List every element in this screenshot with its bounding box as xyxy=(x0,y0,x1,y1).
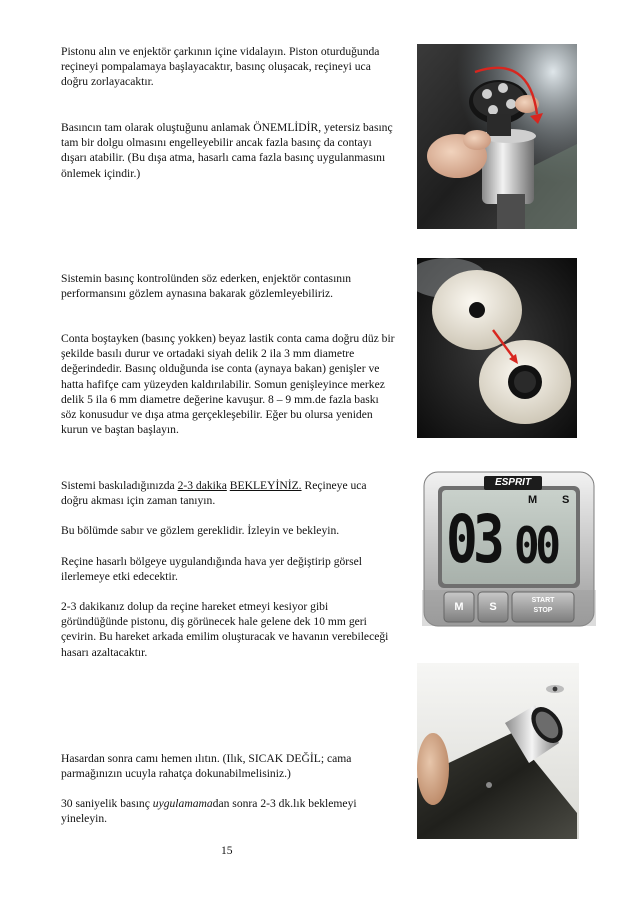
paragraph-piston-screw: Pistonu alın ve enjektör çarkının içine vidalayın. Piston oturduğunda reçineyi pompalamaya başlayacaktır, basınç oluşacak, reçineyi uca doğru zorlayacaktır. xyxy=(61,45,380,89)
paragraph-seal-behavior: Conta boştayken (basınç yokken) beyaz lastik conta cama doğru düz bir şekilde basılı durur ve ortadaki siyah delik 2 ila 3 mm diametre değerindedir. Basınç olduğunda ise conta (aynaya bakan) genişler ve hatta hafifçe cam yüzeyden kaldırılabilir. Somun genişleyince merkez delik 5 ila 6 mm diametre değerine kavuşur. 8 – 9 mm.de fazla baskı söz konusudur ve dışa atma gerçekleşebilir. Eğer bu olursa yeniden kurun ve baştan başlayın. xyxy=(61,332,395,437)
timer-seconds-digits: 00 xyxy=(514,517,557,575)
text-segment: dan sonra 2-3 dk.lık beklemeyi yineleyin. xyxy=(61,797,357,826)
page-number: 15 xyxy=(221,844,233,857)
paragraph-seal-observation: Sistemin basınç kontrolünden söz ederken, enjektör contasının performansını gözlem aynasına bakarak gözlemleyebiliriz. xyxy=(61,272,352,301)
timer-brand-label: ESPRIT xyxy=(494,477,532,488)
text-segment: 30 saniyelik basınç xyxy=(61,797,153,810)
underlined-wait: BEKLEYİNİZ. xyxy=(229,479,302,492)
photo-piston-injector xyxy=(417,44,577,229)
timer-second-button[interactable]: S xyxy=(489,601,497,613)
photo-seal-mirror xyxy=(417,258,577,438)
paragraph-warm-glass: Hasardan sonra camı hemen ılıtın. (Ilık, SICAK DEĞİL; cama parmağınızın ucuyla rahatça dokunabilmelisiniz.) xyxy=(61,752,352,781)
start-label: START xyxy=(531,597,555,604)
paragraph-repeat-wait xyxy=(61,796,396,826)
timer-start-stop-button[interactable] xyxy=(512,596,574,616)
timer-minutes-digits: 03 xyxy=(446,501,500,578)
text-segment: Sistemi baskıladığınızda xyxy=(61,479,178,492)
timer-s-indicator: S xyxy=(562,494,570,506)
paragraph-pressure-importance: Basıncın tam olarak oluştuğunu anlamak ÖNEMLİDİR, yetersiz basınç tam bir dolgu olmasını engelleyebilir ancak fazla basınç da contayı dışarı atabilir. (Bu dışa atma, hasarlı cama fazla basınç uygulanmasını önlemek içindir.) xyxy=(61,121,393,180)
paragraph-air-displacement: Reçine hasarlı bölgeye uygulandığında hava yer değiştirip görsel ilerlemeye etki edecektir. xyxy=(61,555,363,584)
paragraph-wait-minutes xyxy=(61,478,391,508)
timer-minute-button[interactable]: M xyxy=(454,601,464,613)
paragraph-patience: Bu bölümde sabır ve gözlem gereklidir. İzleyin ve bekleyin. xyxy=(61,524,340,537)
stop-label: STOP xyxy=(533,607,553,614)
text-segment: Reçineye uca doğru akması için zaman tanıyın. xyxy=(61,479,367,508)
italic-term: uygulamama xyxy=(152,797,213,810)
photo-timer xyxy=(422,470,596,628)
photo-injector-tip xyxy=(417,663,579,839)
paragraph-reverse-piston: 2-3 dakikanız dolup da reçine hareket etmeyi kesiyor gibi göründüğünde pistonu, diş görünecek hale gelene dek 10 mm geri çevirin. Bu hareket arkada emilim oluşturacak ve havanın verebileceği hasarı azaltacaktır. xyxy=(61,600,389,659)
timer-m-indicator: M xyxy=(528,494,538,506)
underlined-duration: 2-3 dakika xyxy=(177,479,227,492)
